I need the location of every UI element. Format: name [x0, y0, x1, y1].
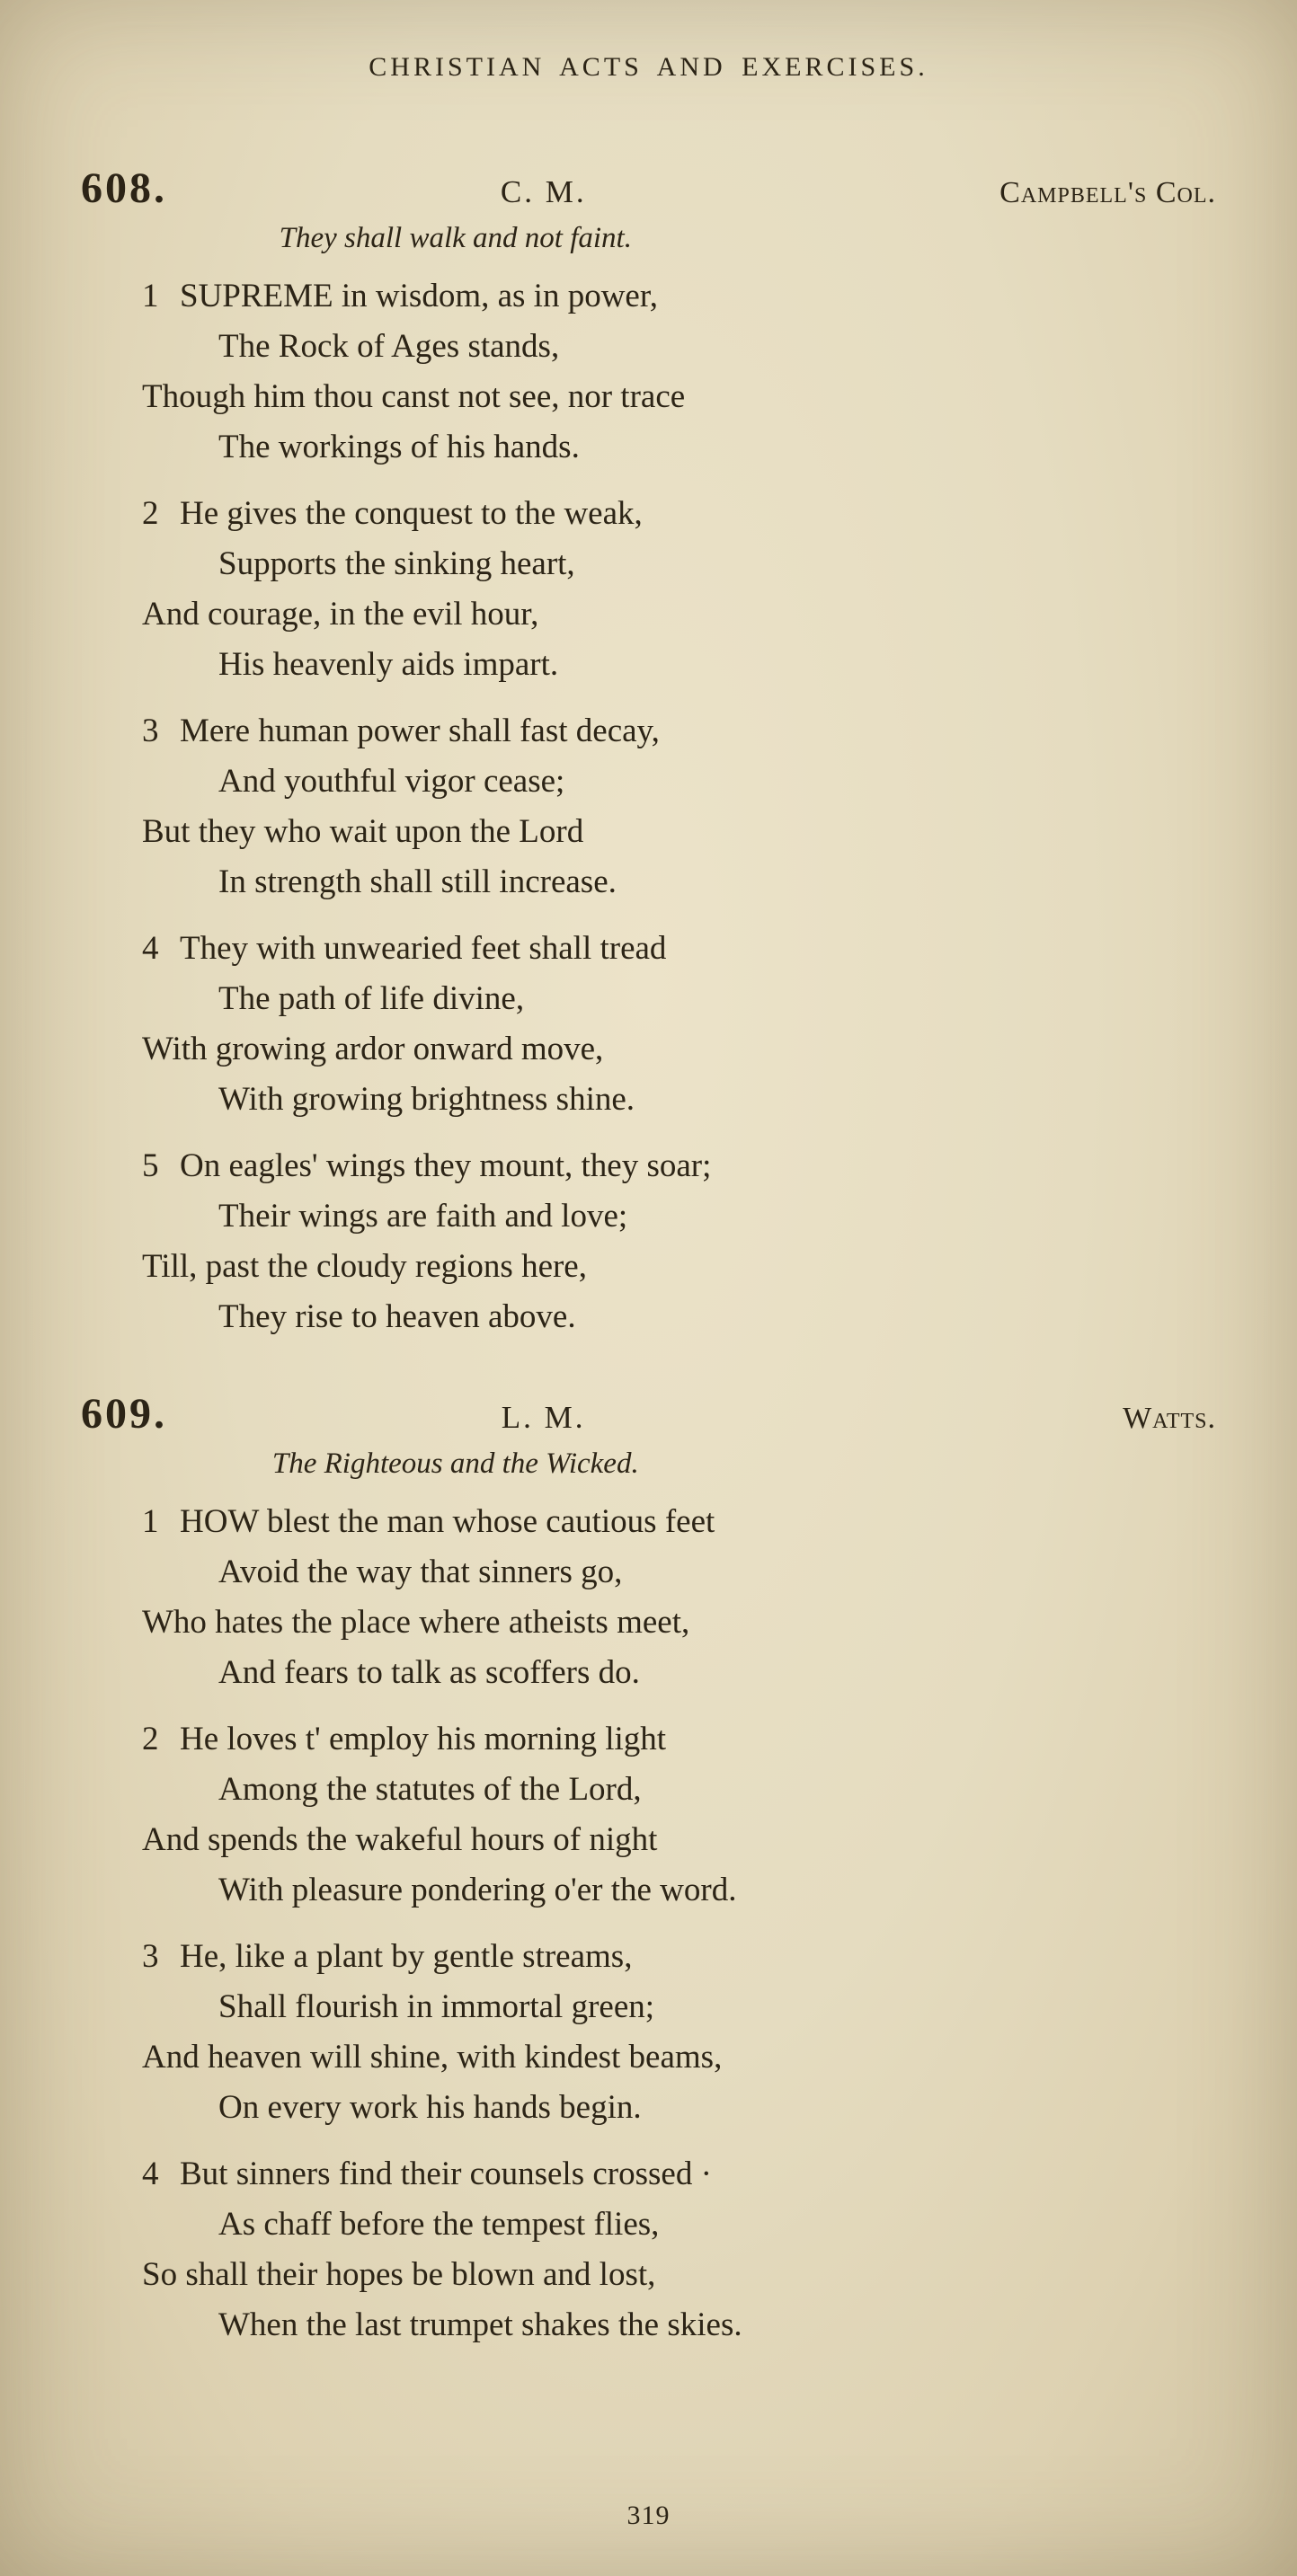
stanza-number: 3	[142, 713, 159, 749]
hymn-header-row	[81, 1389, 1216, 1438]
verse-line-text: HOW blest the man whose cautious feet	[180, 1503, 715, 1540]
hymn-title: The Righteous and the Wicked.	[271, 1447, 639, 1480]
stanza-number: 1	[142, 1503, 159, 1540]
verse-line-text: Supports the sinking heart,	[218, 545, 575, 582]
hymns-container	[81, 164, 1216, 2350]
verse-line-text: And youthful vigor cease;	[218, 763, 565, 800]
hymn-header-row	[81, 164, 1216, 213]
stanza	[142, 924, 1216, 1125]
verse-line	[142, 1932, 1216, 1982]
hymn-meter: L. M.	[501, 1400, 586, 1435]
verse-line-text: And fears to talk as scoffers do.	[218, 1654, 640, 1691]
verse-line-text: The path of life divine,	[218, 980, 525, 1017]
verse-line-text: Who hates the place where atheists meet,	[142, 1604, 690, 1641]
running-header: CHRISTIAN ACTS AND EXERCISES.	[369, 52, 928, 82]
verse-line	[218, 2200, 1216, 2250]
stanza	[142, 706, 1216, 907]
verse-line-text: So shall their hopes be blown and lost,	[142, 2256, 656, 2293]
verse-line	[142, 2250, 1216, 2300]
verse-line	[218, 1191, 1216, 1242]
verse-line-text: On every work his hands begin.	[218, 2089, 642, 2126]
stanza-number: 2	[142, 495, 159, 532]
stanza-number: 5	[142, 1147, 159, 1184]
stanza-number: 4	[142, 2156, 159, 2192]
stanza	[142, 1714, 1216, 1916]
verse-line	[142, 1714, 1216, 1765]
verse-line-text: As chaff before the tempest flies,	[218, 2206, 660, 2243]
stanza	[142, 271, 1216, 473]
verse-line	[218, 757, 1216, 807]
stanza-list	[81, 271, 1216, 1342]
verse-line	[142, 1024, 1216, 1075]
stanza-number: 4	[142, 930, 159, 967]
hymn-number: 608.	[81, 164, 167, 212]
hymn-meter: C. M.	[500, 174, 587, 209]
verse-line	[218, 1982, 1216, 2032]
verse-line-text: His heavenly aids impart.	[218, 646, 559, 683]
verse-line-text: The workings of his hands.	[218, 429, 580, 465]
hymn-attribution: Campbell's Col.	[999, 176, 1216, 209]
verse-line	[142, 372, 1216, 422]
verse-line-text: And heaven will shine, with kindest beams,	[142, 2039, 723, 2076]
verse-line-text: Shall flourish in immortal green;	[218, 1988, 655, 2025]
verse-line	[142, 489, 1216, 539]
page-number: 319	[626, 2501, 671, 2530]
stanza	[142, 489, 1216, 690]
hymn-number: 609.	[81, 1390, 167, 1438]
verse-line	[218, 2083, 1216, 2133]
verse-line	[142, 2149, 1216, 2200]
verse-line-text: Mere human power shall fast decay,	[180, 713, 660, 749]
verse-line	[142, 1497, 1216, 1547]
verse-line-text: But sinners find their counsels crossed ·	[180, 2156, 712, 2192]
verse-line	[142, 271, 1216, 322]
hymn	[81, 1389, 1216, 2350]
stanza	[142, 1497, 1216, 1698]
verse-line	[142, 1815, 1216, 1865]
verse-line	[142, 2032, 1216, 2083]
verse-line	[142, 589, 1216, 640]
verse-line	[218, 974, 1216, 1024]
hymn-title: They shall walk and not faint.	[279, 222, 632, 254]
verse-line	[218, 1765, 1216, 1815]
verse-line	[142, 1598, 1216, 1648]
verse-line	[218, 1865, 1216, 1916]
verse-line-text: SUPREME in wisdom, as in power,	[180, 278, 658, 314]
verse-line-text: Avoid the way that sinners go,	[218, 1554, 623, 1590]
verse-line-text: Among the statutes of the Lord,	[218, 1771, 642, 1808]
verse-line-text: Their wings are faith and love;	[218, 1198, 628, 1235]
verse-line-text: Though him thou canst not see, nor trace	[142, 378, 686, 415]
verse-line	[142, 807, 1216, 857]
hymn	[81, 164, 1216, 1342]
stanza	[142, 1141, 1216, 1342]
verse-line-text: They with unwearied feet shall tread	[180, 930, 667, 967]
stanza-number: 2	[142, 1721, 159, 1757]
stanza	[142, 2149, 1216, 2350]
verse-line-text: Till, past the cloudy regions here,	[142, 1248, 587, 1285]
verse-line-text: The Rock of Ages stands,	[218, 328, 560, 365]
verse-line	[218, 2300, 1216, 2350]
verse-line-text: With growing ardor onward move,	[142, 1031, 604, 1067]
hymn-attribution: Watts.	[1123, 1402, 1216, 1435]
verse-line	[142, 1141, 1216, 1191]
verse-line-text: He loves t' employ his morning light	[180, 1721, 667, 1757]
verse-line-text: In strength shall still increase.	[218, 863, 617, 900]
verse-line-text: With growing brightness shine.	[218, 1081, 635, 1118]
verse-line-text: When the last trumpet shakes the skies.	[218, 2306, 742, 2343]
verse-line-text: They rise to heaven above.	[218, 1298, 576, 1335]
stanza-number: 3	[142, 1938, 159, 1975]
verse-line	[218, 1075, 1216, 1125]
verse-line	[218, 857, 1216, 907]
verse-line-text: On eagles' wings they mount, they soar;	[180, 1147, 712, 1184]
verse-line	[218, 422, 1216, 473]
verse-line	[218, 539, 1216, 589]
verse-line-text: But they who wait upon the Lord	[142, 813, 584, 850]
verse-line-text: He gives the conquest to the weak,	[180, 495, 643, 532]
stanza-list	[81, 1497, 1216, 2350]
stanza-number: 1	[142, 278, 159, 314]
verse-line	[218, 322, 1216, 372]
verse-line-text: With pleasure pondering o'er the word.	[218, 1872, 737, 1908]
verse-line	[142, 1242, 1216, 1292]
verse-line-text: He, like a plant by gentle streams,	[180, 1938, 633, 1975]
verse-line	[218, 640, 1216, 690]
verse-line	[218, 1648, 1216, 1698]
verse-line-text: And courage, in the evil hour,	[142, 596, 539, 633]
verse-line	[218, 1547, 1216, 1598]
stanza	[142, 1932, 1216, 2133]
verse-line-text: And spends the wakeful hours of night	[142, 1821, 658, 1858]
verse-line	[142, 924, 1216, 974]
verse-line	[218, 1292, 1216, 1342]
verse-line	[142, 706, 1216, 757]
